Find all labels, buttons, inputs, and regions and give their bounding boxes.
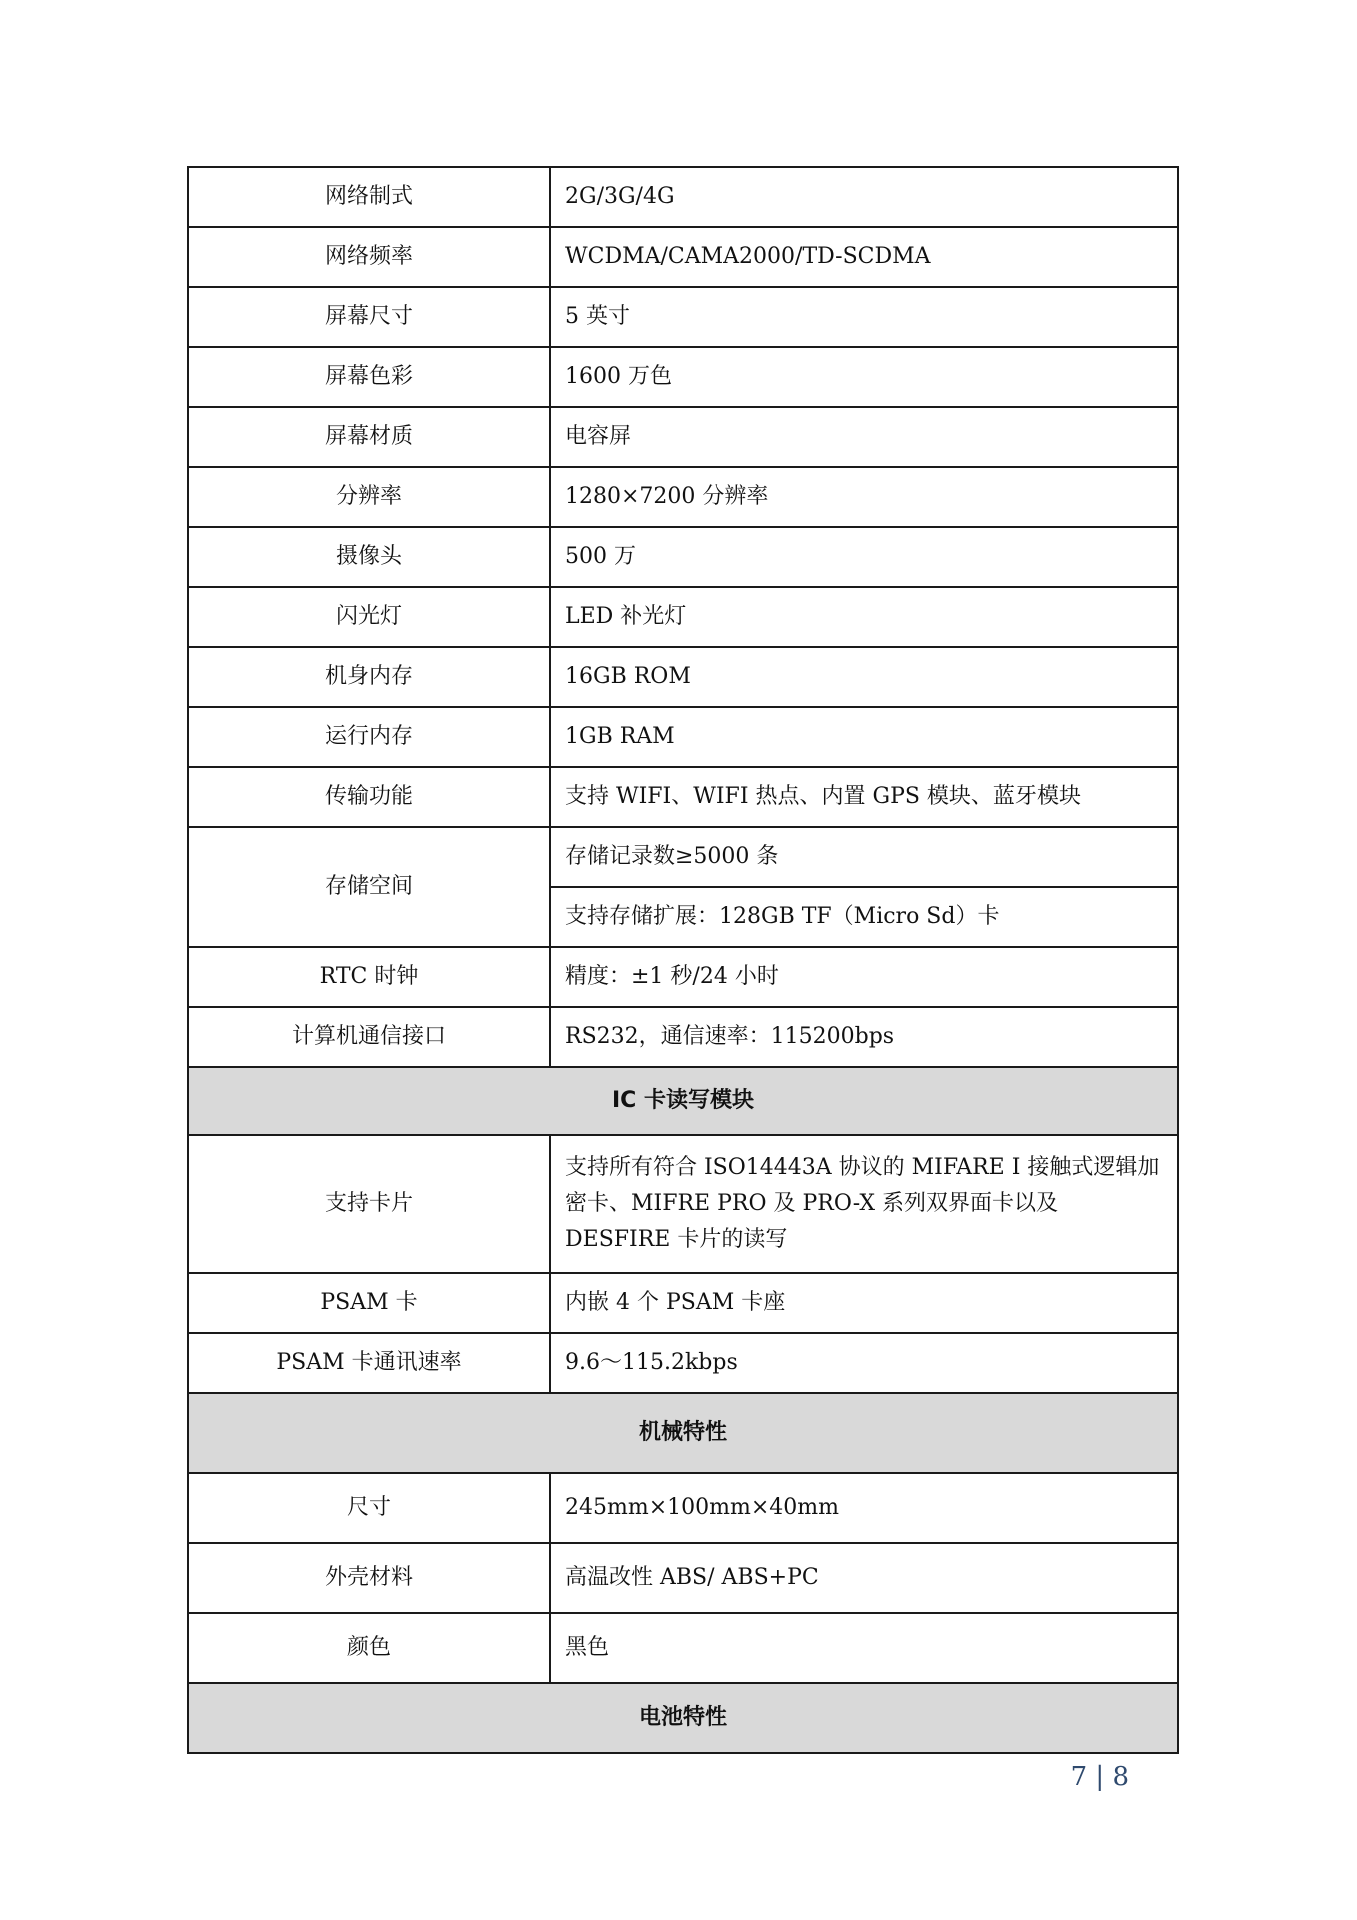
spec-key: 屏幕尺寸 bbox=[188, 287, 550, 347]
table-row bbox=[188, 587, 1178, 647]
spec-key: 分辨率 bbox=[188, 467, 550, 527]
spec-key: 传输功能 bbox=[188, 767, 550, 827]
spec-key: 外壳材料 bbox=[188, 1543, 550, 1613]
table-row bbox=[188, 947, 1178, 1007]
spec-value: 支持 WIFI、WIFI 热点、内置 GPS 模块、蓝牙模块 bbox=[550, 767, 1178, 827]
spec-value: 支持存储扩展：128GB TF（Micro Sd）卡 bbox=[550, 887, 1178, 947]
spec-key: RTC 时钟 bbox=[188, 947, 550, 1007]
spec-value: 1280×7200 分辨率 bbox=[550, 467, 1178, 527]
spec-value: RS232，通信速率：115200bps bbox=[550, 1007, 1178, 1067]
table-row bbox=[188, 1543, 1178, 1613]
spec-key: 摄像头 bbox=[188, 527, 550, 587]
spec-key: 网络频率 bbox=[188, 227, 550, 287]
section-title: IC 卡读写模块 bbox=[188, 1067, 1178, 1135]
section-title: 机械特性 bbox=[188, 1393, 1178, 1473]
table-row bbox=[188, 827, 1178, 887]
spec-value: 5 英寸 bbox=[550, 287, 1178, 347]
spec-key: 运行内存 bbox=[188, 707, 550, 767]
spec-table bbox=[187, 166, 1179, 1754]
spec-value: 支持所有符合 ISO14443A 协议的 MIFARE I 接触式逻辑加密卡、MIFRE PRO 及 PRO-X 系列双界面卡以及 DESFIRE 卡片的读写 bbox=[550, 1135, 1178, 1273]
table-row bbox=[188, 647, 1178, 707]
table-row bbox=[188, 287, 1178, 347]
spec-key: 屏幕材质 bbox=[188, 407, 550, 467]
table-row bbox=[188, 227, 1178, 287]
spec-value: LED 补光灯 bbox=[550, 587, 1178, 647]
table-row bbox=[188, 1273, 1178, 1333]
spec-value: 电容屏 bbox=[550, 407, 1178, 467]
section-header-row bbox=[188, 1683, 1178, 1753]
table-row bbox=[188, 767, 1178, 827]
table-row bbox=[188, 1473, 1178, 1543]
section-header-row bbox=[188, 1393, 1178, 1473]
spec-key: 颜色 bbox=[188, 1613, 550, 1683]
table-row bbox=[188, 1333, 1178, 1393]
spec-value: 1600 万色 bbox=[550, 347, 1178, 407]
spec-key: 计算机通信接口 bbox=[188, 1007, 550, 1067]
spec-value: 1GB RAM bbox=[550, 707, 1178, 767]
spec-key: 网络制式 bbox=[188, 167, 550, 227]
spec-value: 精度：±1 秒/24 小时 bbox=[550, 947, 1178, 1007]
table-row bbox=[188, 1135, 1178, 1273]
spec-value: 16GB ROM bbox=[550, 647, 1178, 707]
spec-key: PSAM 卡 bbox=[188, 1273, 550, 1333]
table-row bbox=[188, 707, 1178, 767]
table-row bbox=[188, 527, 1178, 587]
spec-key: 尺寸 bbox=[188, 1473, 550, 1543]
table-row bbox=[188, 1007, 1178, 1067]
spec-value: 500 万 bbox=[550, 527, 1178, 587]
table-row bbox=[188, 167, 1178, 227]
table-row bbox=[188, 407, 1178, 467]
spec-value: 黑色 bbox=[550, 1613, 1178, 1683]
section-title: 电池特性 bbox=[188, 1683, 1178, 1753]
spec-key: 支持卡片 bbox=[188, 1135, 550, 1273]
spec-key: 闪光灯 bbox=[188, 587, 550, 647]
spec-value: WCDMA/CAMA2000/TD-SCDMA bbox=[550, 227, 1178, 287]
spec-key: 机身内存 bbox=[188, 647, 550, 707]
spec-value: 245mm×100mm×40mm bbox=[550, 1473, 1178, 1543]
spec-key: PSAM 卡通讯速率 bbox=[188, 1333, 550, 1393]
section-header-row bbox=[188, 1067, 1178, 1135]
table-row bbox=[188, 1613, 1178, 1683]
spec-key: 屏幕色彩 bbox=[188, 347, 550, 407]
spec-value: 9.6～115.2kbps bbox=[550, 1333, 1178, 1393]
spec-value: 2G/3G/4G bbox=[550, 167, 1178, 227]
spec-value: 高温改性 ABS/ ABS+PC bbox=[550, 1543, 1178, 1613]
table-row bbox=[188, 347, 1178, 407]
spec-value: 存储记录数≥5000 条 bbox=[550, 827, 1178, 887]
table-row bbox=[188, 467, 1178, 527]
spec-value: 内嵌 4 个 PSAM 卡座 bbox=[550, 1273, 1178, 1333]
page-number: 7 | 8 bbox=[1070, 1762, 1129, 1792]
spec-key: 存储空间 bbox=[188, 827, 550, 947]
